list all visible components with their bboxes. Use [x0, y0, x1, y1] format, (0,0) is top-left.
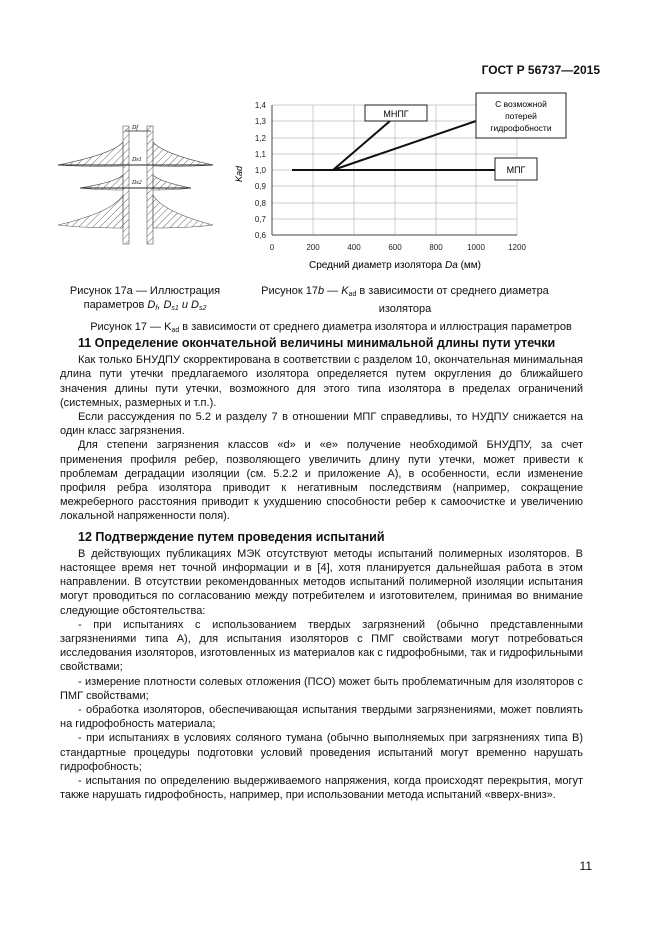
- page-number: 11: [579, 859, 592, 873]
- svg-text:1,4: 1,4: [254, 101, 266, 110]
- list-item: - испытания по определению выдерживаемого напряжения, когда происходят перекрытия, могут также нарушать гидрофобность, например, при использовании метода испытаний «вверх-вниз».: [60, 775, 583, 802]
- list-item: - измерение плотности солевых отложения (ПСО) может быть проблематичным для изоляторов с ПМГ свойствами;: [60, 675, 583, 702]
- figure-17a-caption: Рисунок 17a — Иллюстрация параметров $D_f$, $D_{s1}$ и $D_{s2}$: [69, 285, 221, 312]
- list-item: - обработка изоляторов, обеспечивающая испытания твердыми загрязнениями, может повлиять на гидрофобность материала;: [60, 704, 583, 731]
- document-body: [60, 336, 583, 803]
- svg-text:1,0: 1,0: [254, 166, 266, 175]
- svg-text:0,6: 0,6: [254, 231, 266, 240]
- list-item: - при испытаниях в условиях соляного тумана (обычно выполняемых при загрязнениях типа В) стандартные процедуры подготовки условий проведения испытаний могут временно нарушать гидрофобность;: [60, 732, 583, 773]
- svg-text:0,7: 0,7: [254, 215, 266, 224]
- section-12-heading: 12 Подтверждение путем проведения испытаний: [78, 529, 385, 544]
- kad-chart: [230, 92, 590, 277]
- svg-text:0,9: 0,9: [254, 182, 266, 191]
- standard-id: ГОСТ Р 56737—2015: [481, 63, 600, 77]
- figure-17b-caption: Рисунок 17b — $K_{ad}$ в зависимости от среднего диаметра изолятора: [261, 285, 549, 315]
- svg-text:МНПГ: МНПГ: [383, 109, 409, 119]
- svg-text:Kad: Kad: [234, 165, 244, 183]
- svg-text:С возможной: С возможной: [495, 99, 547, 109]
- svg-text:гидрофобности: гидрофобности: [490, 123, 552, 133]
- svg-text:1000: 1000: [467, 243, 485, 252]
- svg-text:0,8: 0,8: [254, 199, 266, 208]
- svg-text:1,3: 1,3: [254, 117, 266, 126]
- svg-text:Ds1: Ds1: [132, 157, 142, 163]
- svg-text:1,1: 1,1: [254, 150, 266, 159]
- svg-text:400: 400: [347, 243, 361, 252]
- section-11-heading: 11 Определение окончательной величины минимальной длины пути утечки: [78, 336, 556, 350]
- paragraph: В действующих публикациях МЭК отсутствуют методы испытаний полимерных изоляторов. В настоящее время нет точной информации и в [4], хотя планируется дальнейшая работа в этом направлении. В отсутствии рекомендованных методов испытаний полимерной изоляции испытания могут проводиться по согласованию между потребителем и изготовителем, принимая во внимание следующие обстоятельства:: [60, 547, 583, 617]
- svg-text:800: 800: [429, 243, 443, 252]
- svg-text:потерей: потерей: [505, 111, 537, 121]
- svg-text:Ds2: Ds2: [132, 180, 142, 186]
- paragraph: Как только БНУДПУ скорректирована в соответствии с разделом 10, окончательная минимальная длина пути утечки предлагаемого изолятора определяется путем округления до ближайшего значения длины пути утечки, возможного для этого типа изолятора в пределах ограничений (системных, размерных и т.п.).: [60, 354, 583, 409]
- paragraph: Для степени загрязнения классов «d» и «e» получение необходимой БНУДПУ, за счет применения профиля ребер, позволяющего увеличить длину пути утечки, может привести к проблемам деградации изоляции (см. 5.2.2 и приложение А), в особенности, если изменение профиля ребра изолятора приводит к негативным последствиям (например, сокращение межреберного расстояния приводит к ухудшению способности ребер к самоочистке и увеличению локальной напряженности поля).: [60, 439, 583, 523]
- svg-text:0: 0: [269, 243, 275, 252]
- svg-text:1,2: 1,2: [254, 134, 266, 143]
- svg-text:Средний диаметр изолятора Da (: Средний диаметр изолятора Da (мм): [308, 260, 482, 271]
- svg-text:200: 200: [306, 243, 320, 252]
- svg-text:600: 600: [388, 243, 402, 252]
- list-item: - при испытаниях с использованием твердых загрязнений (обычно представленными загрязнениями типа А), для испытания изоляторов с ПМГ свойствами могут потребоваться исследования изоляторов, изготовленных из материалов как с гидрофобными, так и гидрофильными свойствами;: [60, 618, 583, 674]
- svg-text:МПГ: МПГ: [506, 165, 526, 175]
- figure-17-caption: Рисунок 17 — $K_{ad}$ в зависимости от среднего диаметра изолятора и иллюстрация параметров: [90, 321, 572, 334]
- svg-text:Df: Df: [132, 125, 138, 131]
- paragraph: Если рассуждения по 5.2 и разделу 7 в отношении МПГ справедливы, то НУДПУ снижается на один класс загрязнения.: [60, 411, 583, 438]
- svg-text:1200: 1200: [508, 243, 526, 252]
- insulator-diagram: [58, 120, 218, 245]
